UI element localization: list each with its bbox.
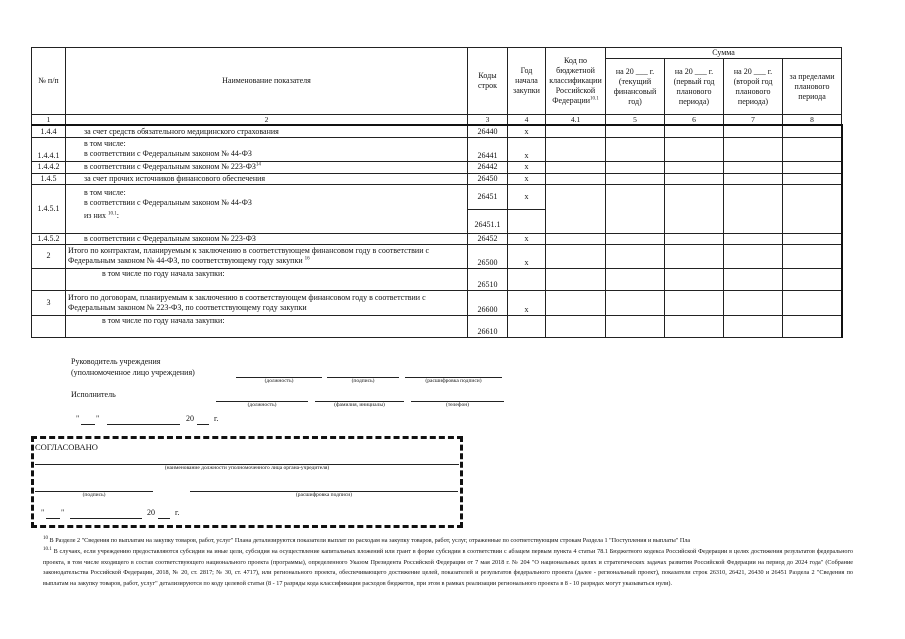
- footnote-text: В случаях, если учреждению предоставляются субсидии на иные цели, субсидия на осуществление капитальных вложений или грант в форме субсидии в соответствии с абзацем первым пункта 4 статьи 78.1 Бюджетного кодекса Российской Федерации в целях достижения результатов федерального проекта, в том числе входящего в состав соответствующего национального проекта (программы), определенного Указом Президента Российской Федерации от 7 мая 2018 г. № 204 "О национальных целях и стратегических задачах развития Российской Федерации на период до 2024 года" (Собрание законодательства Российской Федерации, 2018, № 20, ст. 2817; № 30, ст. 4717), или регионального проекта, обеспечивающего достижение целей, показателей и результатов федерального проекта (далее - региональный проект), показатели строк 26310, 26421, 26430 и 26451 Раздела 2 "Сведения по выплатам на закупку товаров, работ, услуг" детализируются по коду целевой статьи (8 - 17 разряды кода классификации расходов бюджетов, при этом в рамках реализации регионального проекта в 8 - 10 разрядах могут указываться нули).: [43, 548, 854, 587]
- column-numbers-row: [32, 115, 842, 126]
- caption-position-2: (должность): [247, 402, 277, 408]
- caption-fio: (фамилия, инициалы): [334, 402, 385, 408]
- cell-sum-5[interactable]: [606, 268, 665, 290]
- row-year: x: [508, 173, 546, 184]
- cell-budget[interactable]: [546, 125, 606, 137]
- row-code: 26451: [477, 191, 498, 201]
- footnote-mark: 10: [43, 536, 48, 541]
- footnote-ref: 14: [255, 162, 261, 168]
- cell-sum-8[interactable]: [783, 268, 842, 290]
- row-year-group: [508, 184, 546, 233]
- footnote-ref: 10.1: [108, 211, 117, 217]
- purchases-table: [31, 47, 843, 338]
- header-budget-code: [546, 48, 606, 115]
- header-sum: Сумма: [606, 48, 842, 59]
- cell-sum-6[interactable]: [665, 125, 724, 137]
- cell-sum-6[interactable]: [665, 184, 724, 233]
- table-row: [32, 125, 842, 137]
- cell-budget[interactable]: [546, 161, 606, 173]
- head-sublabel: (уполномоченное лицо учреждения): [71, 368, 195, 377]
- head-label: Руководитель учреждения: [71, 357, 161, 366]
- row-name: за счет прочих источников финансового обеспечения: [66, 173, 468, 184]
- agreed-date-year-line[interactable]: [158, 518, 170, 519]
- cell-sum-6[interactable]: [665, 268, 724, 290]
- cell-sum-5[interactable]: [606, 233, 665, 244]
- executor-label: Исполнитель: [71, 390, 116, 399]
- cell-sum-6[interactable]: [665, 233, 724, 244]
- cell-sum-7[interactable]: [724, 173, 783, 184]
- row-name-main: в соответствии с Федеральным законом № 44-ФЗ: [84, 197, 252, 207]
- cell-sum-6[interactable]: [665, 137, 724, 161]
- row-code: 26610: [468, 315, 508, 337]
- row-name: Итого по договорам, планируемым к заключению в соответствующем финансовом году в соответствии с Федеральным законом № 223-ФЗ, по соответствующему году закупки: [66, 290, 468, 315]
- row-year: x: [508, 244, 546, 268]
- row-name-prefix: в том числе:: [84, 139, 126, 149]
- cell-sum-5[interactable]: [606, 137, 665, 161]
- table-row: [32, 161, 842, 173]
- cell-sum-7[interactable]: [724, 244, 783, 268]
- cell-sum-5[interactable]: [606, 161, 665, 173]
- cell-sum-6[interactable]: [665, 173, 724, 184]
- table-row: [32, 244, 842, 268]
- cell-budget[interactable]: [546, 184, 606, 233]
- cell-budget[interactable]: [546, 173, 606, 184]
- caption-decoding: (расшифровка подписи): [425, 378, 482, 384]
- row-num: 2: [32, 244, 66, 268]
- header-num: № п/п: [32, 48, 66, 115]
- row-name-text: Итого по контрактам, планируемым к заключению в соответствующем финансовом году в соответствии с Федеральным законом № 44-ФЗ, по соответствующему году закупки: [68, 246, 430, 266]
- row-code: 26450: [468, 173, 508, 184]
- col-number: 4: [508, 115, 546, 126]
- table-row: [32, 268, 842, 290]
- col-number: 3: [468, 115, 508, 126]
- cell-sum-6[interactable]: [665, 161, 724, 173]
- col-number: 2: [66, 115, 468, 126]
- col-number: 1: [32, 115, 66, 126]
- cell-sum-5[interactable]: [606, 173, 665, 184]
- header-name: Наименование показателя: [66, 48, 468, 115]
- agreed-date-month-line[interactable]: [70, 518, 142, 519]
- agreed-caption-decoding: (расшифровка подписи): [295, 492, 353, 498]
- cell-sum-6[interactable]: [665, 244, 724, 268]
- cell-sum-8[interactable]: [783, 315, 842, 337]
- cell-budget[interactable]: [546, 244, 606, 268]
- cell-sum-5[interactable]: [606, 125, 665, 137]
- agreed-date-open-quote: ": [41, 508, 45, 517]
- cell-budget[interactable]: [546, 137, 606, 161]
- row-year: x: [508, 125, 546, 137]
- cell-sum-8[interactable]: [783, 173, 842, 184]
- row-year: x: [508, 233, 546, 244]
- row-name: в том числе по году начала закупки:: [66, 315, 468, 337]
- row-num: 1.4.5: [32, 173, 66, 184]
- header-col6: на 20 ___ г. (первый год планового периода): [665, 59, 724, 115]
- cell-budget[interactable]: [546, 233, 606, 244]
- table-row: [32, 315, 842, 337]
- row-name: за счет средств обязательного медицинского страхования: [66, 125, 468, 137]
- footnote-mark: 10.1: [43, 547, 52, 552]
- caption-signature: (подпись): [351, 378, 375, 384]
- cell-sum-7[interactable]: [724, 268, 783, 290]
- table-row: [32, 137, 842, 161]
- row-year: x: [508, 161, 546, 173]
- cell-sum-8[interactable]: [783, 161, 842, 173]
- date-year-prefix: 20: [186, 414, 194, 423]
- row-code: 26500: [468, 244, 508, 268]
- cell-sum-7[interactable]: [724, 290, 783, 315]
- agreed-date-suffix: г.: [175, 508, 180, 517]
- row-name-sub-text: из них: [84, 210, 107, 220]
- row-code: 26440: [468, 125, 508, 137]
- date-month-line[interactable]: [107, 424, 180, 425]
- date-day-line[interactable]: [81, 424, 95, 425]
- cell-sum-5[interactable]: [606, 290, 665, 315]
- row-name: [66, 161, 468, 173]
- row-year: x: [524, 191, 529, 201]
- row-num: 1.4.5.1: [32, 184, 66, 233]
- row-name-sub-tail: :: [116, 210, 119, 220]
- row-year: x: [508, 290, 546, 315]
- row-num: 1.4.5.2: [32, 233, 66, 244]
- date-close-quote: ": [96, 414, 100, 423]
- cell-sum-5[interactable]: [606, 244, 665, 268]
- cell-budget[interactable]: [546, 268, 606, 290]
- table-row: [32, 173, 842, 184]
- header-budget-sup: 10.1: [590, 96, 599, 102]
- cell-sum-7[interactable]: [724, 137, 783, 161]
- row-name: в соответствии с Федеральным законом № 223-ФЗ: [66, 233, 468, 244]
- header-year: Год начала закупки: [508, 48, 546, 115]
- agreed-date-close-quote: ": [61, 508, 65, 517]
- agreed-caption-signature: (подпись): [82, 492, 106, 498]
- row-year: [508, 315, 546, 337]
- header-col7: на 20 ___ г. (второй год планового периода): [724, 59, 783, 115]
- agreed-caption-position: (наименование должности уполномоченного лица органа-учредителя): [164, 465, 330, 471]
- row-num: 1.4.4: [32, 125, 66, 137]
- row-year: [508, 209, 545, 233]
- row-name-main: в соответствии с Федеральным законом № 44-ФЗ: [84, 149, 252, 159]
- agreed-title: СОГЛАСОВАНО: [35, 442, 98, 452]
- row-code: 26452: [468, 233, 508, 244]
- cell-sum-8[interactable]: [783, 244, 842, 268]
- row-code: 26600: [468, 290, 508, 315]
- col-number: 7: [724, 115, 783, 126]
- cell-sum-8[interactable]: [783, 233, 842, 244]
- row-code: 26442: [468, 161, 508, 173]
- cell-sum-7[interactable]: [724, 315, 783, 337]
- cell-sum-8[interactable]: [783, 137, 842, 161]
- cell-sum-6[interactable]: [665, 290, 724, 315]
- table-row: [32, 233, 842, 244]
- row-code: 26451.1: [468, 209, 507, 233]
- row-num: 1.4.4.1: [32, 137, 66, 161]
- header-col5: на 20 ___ г. (текущий финансовый год): [606, 59, 665, 115]
- cell-budget[interactable]: [546, 315, 606, 337]
- cell-budget[interactable]: [546, 290, 606, 315]
- cell-sum-7[interactable]: [724, 161, 783, 173]
- footnote-10-1: [43, 545, 853, 589]
- footnote-ref: 16: [304, 256, 310, 262]
- caption-phone: (телефон): [445, 402, 470, 408]
- cell-sum-5[interactable]: [606, 184, 665, 233]
- cell-sum-8[interactable]: [783, 184, 842, 233]
- row-name: [66, 244, 468, 268]
- row-year: x: [508, 137, 546, 161]
- cell-sum-7[interactable]: [724, 184, 783, 233]
- footnote-text: В Разделе 2 "Сведения по выплатам на закупку товаров, работ, услуг" Плана детализируются показатели выплат по расходам на закупку товаров, работ, услуг, отраженные по соответствующим строкам Раздела 1 "Поступления и выплаты" Пла: [49, 537, 691, 545]
- table-row: [32, 184, 842, 233]
- row-code: 26510: [468, 268, 508, 290]
- cell-sum-7[interactable]: [724, 233, 783, 244]
- row-name-text: в соответствии с Федеральным законом № 223-ФЗ: [84, 162, 256, 172]
- agreed-date-day-line[interactable]: [46, 518, 60, 519]
- row-name: [66, 184, 468, 233]
- row-num: 3: [32, 290, 66, 315]
- col-number: 5: [606, 115, 665, 126]
- cell-sum-7[interactable]: [724, 125, 783, 137]
- row-name-sub: [84, 211, 465, 221]
- col-number: 4.1: [546, 115, 606, 126]
- row-code: 26441: [468, 137, 508, 161]
- date-open-quote: ": [76, 414, 80, 423]
- header-code: Коды строк: [468, 48, 508, 115]
- row-year: [508, 268, 546, 290]
- caption-position: (должность): [264, 378, 294, 384]
- row-name: в том числе по году начала закупки:: [66, 268, 468, 290]
- row-code-group: [468, 184, 508, 233]
- cell-sum-8[interactable]: [783, 125, 842, 137]
- agreed-date-year-prefix: 20: [147, 508, 155, 517]
- row-num: 1.4.4.2: [32, 161, 66, 173]
- row-num: [32, 315, 66, 337]
- date-suffix: г.: [214, 414, 219, 423]
- cell-sum-5[interactable]: [606, 315, 665, 337]
- cell-sum-6[interactable]: [665, 315, 724, 337]
- date-year-line[interactable]: [197, 424, 209, 425]
- cell-sum-8[interactable]: [783, 290, 842, 315]
- header-budget-text: Код по бюджетной классификации Российской Федерации: [549, 56, 602, 105]
- header-col8: за пределами планового периода: [783, 59, 842, 115]
- row-num: [32, 268, 66, 290]
- row-name: [66, 137, 468, 161]
- table-row: [32, 290, 842, 315]
- row-name-prefix: в том числе:: [84, 187, 126, 197]
- col-number: 6: [665, 115, 724, 126]
- col-number: 8: [783, 115, 842, 126]
